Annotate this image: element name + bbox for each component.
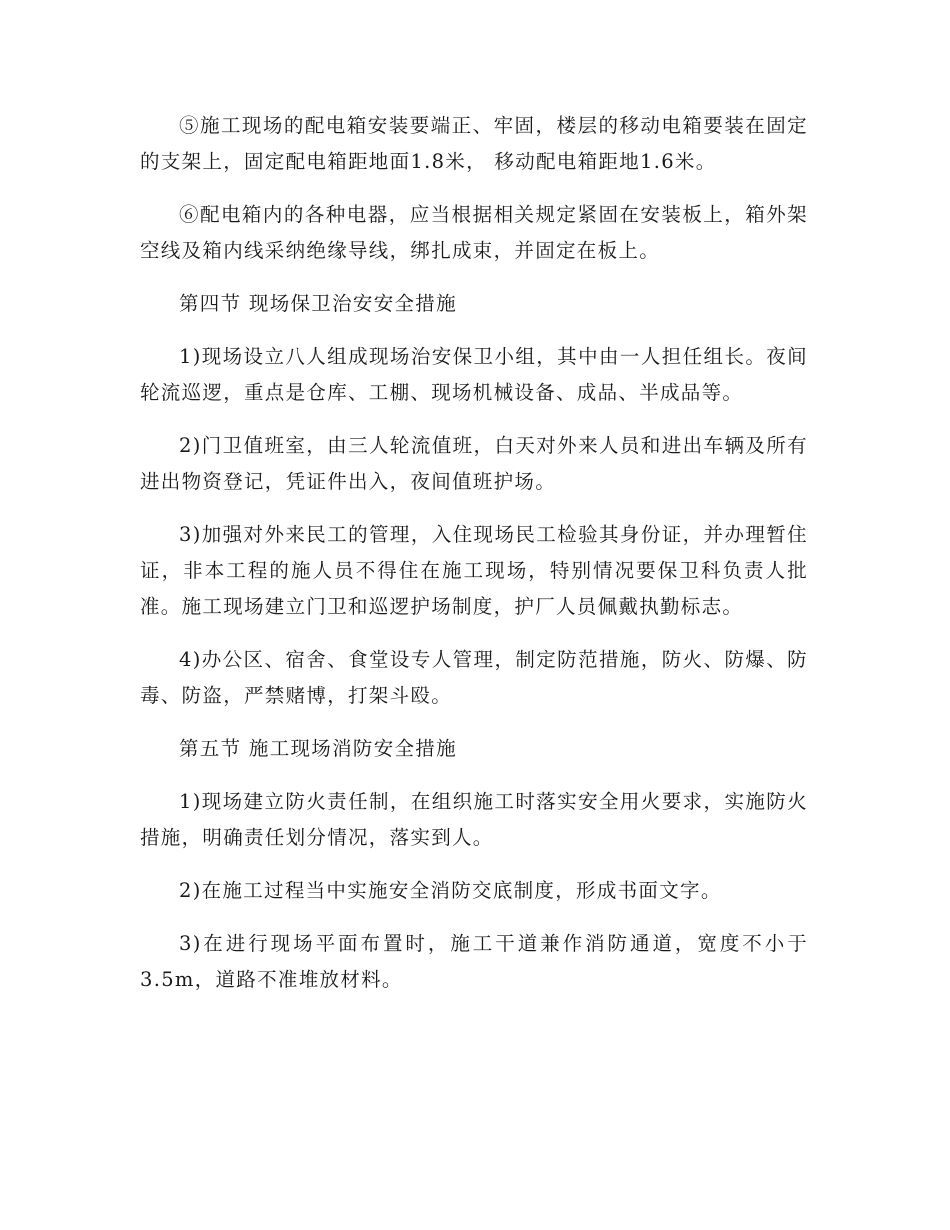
section-4-heading: 第四节 现场保卫治安安全措施 [179,292,457,315]
para-electric-box-installation: ⑤施工现场的配电箱安装要端正、牢固，楼层的移动电箱要装在固定的支架上，固定配电箱距地面1.8米， 移动配电箱距地1.6米。 [140,114,808,173]
para-security-4: 4)办公区、宿舍、食堂设专人管理，制定防范措施，防火、防爆、防毒、防盗，严禁赌博，打架斗殴。 [140,648,808,707]
document-page [140,108,808,1015]
para-fire-1: 1)现场建立防火责任制，在组织施工时落实安全用火要求，实施防火措施，明确责任划分情况，落实到人。 [140,790,808,849]
para-electric-box-devices: ⑥配电箱内的各种电器，应当根据相关规定紧固在安装板上，箱外架空线及箱内线采纳绝缘导线，绑扎成束，并固定在板上。 [140,203,808,262]
para-security-1: 1)现场设立八人组成现场治安保卫小组，其中由一人担任组长。夜间轮流巡逻，重点是仓库、工棚、现场机械设备、成品、半成品等。 [140,345,808,404]
para-fire-3: 3)在进行现场平面布置时，施工干道兼作消防通道，宽度不小于3.5m，道路不准堆放材料。 [140,932,808,991]
para-fire-2: 2)在施工过程当中实施安全消防交底制度，形成书面文字。 [179,879,722,902]
para-security-3: 3)加强对外来民工的管理，入住现场民工检验其身份证，并办理暂住证，非本工程的施人员不得住在施工现场，特别情况要保卫科负责人批准。施工现场建立门卫和巡逻护场制度，护厂人员佩戴执勤标志。 [140,523,808,618]
section-5-heading: 第五节 施工现场消防安全措施 [179,737,457,760]
para-security-2: 2)门卫值班室，由三人轮流值班，白天对外来人员和进出车辆及所有进出物资登记，凭证件出入，夜间值班护场。 [140,434,808,493]
